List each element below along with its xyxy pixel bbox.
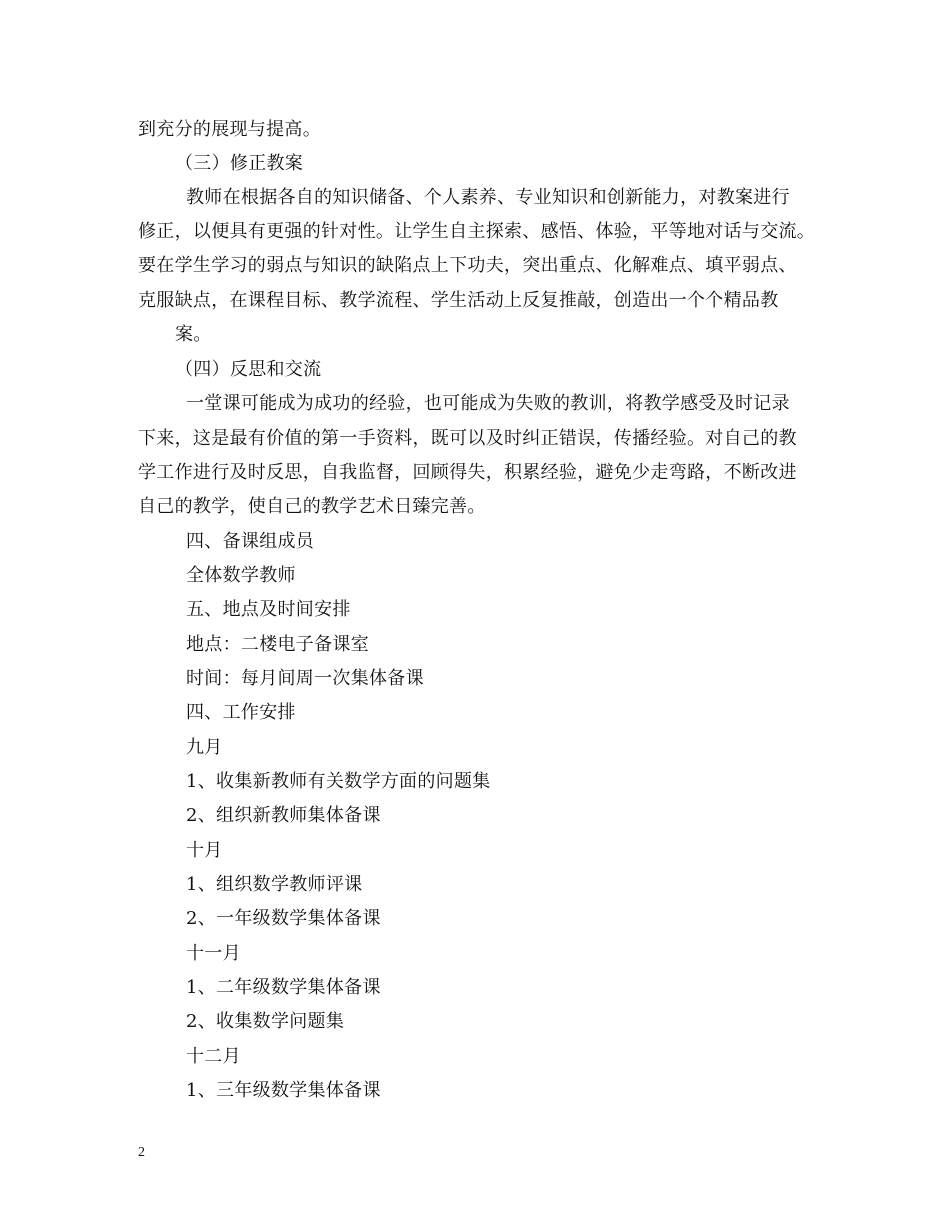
month-heading: 十月 xyxy=(186,840,223,861)
paragraph-line: 学工作进行及时反思，自我监督，回顾得失，积累经验，避免少走弯路，不断改进 xyxy=(138,462,797,483)
month-heading: 十二月 xyxy=(186,1046,241,1067)
page-number: 2 xyxy=(138,1145,145,1160)
list-item: 1、二年级数学集体备课 xyxy=(186,977,381,998)
paragraph-line: 一堂课可能成为成功的经验，也可能成为失败的教训，将教学感受及时记录 xyxy=(186,393,790,414)
paragraph-line: 要在学生学习的弱点与知识的缺陷点上下功夫，突出重点、化解难点、填平弱点、 xyxy=(138,255,797,276)
paragraph-line: 下来，这是最有价值的第一手资料，既可以及时纠正错误，传播经验。对自己的教 xyxy=(138,428,797,449)
month-heading: 九月 xyxy=(186,737,223,758)
list-item: 1、收集新教师有关数学方面的问题集 xyxy=(186,771,491,792)
section-heading: 四、备课组成员 xyxy=(186,531,315,552)
list-item: 1、三年级数学集体备课 xyxy=(186,1080,381,1101)
list-item: 全体数学教师 xyxy=(186,565,296,586)
paragraph-line: 案。 xyxy=(175,324,212,345)
list-item: 2、一年级数学集体备课 xyxy=(186,908,381,929)
paragraph-line: 修正，以便具有更强的针对性。让学生自主探索、感悟、体验，平等地对话与交流。 xyxy=(138,221,816,242)
list-item: 2、组织新教师集体备课 xyxy=(186,805,381,826)
paragraph-line: 到充分的展现与提高。 xyxy=(138,119,321,140)
paragraph-line: 教师在根据各自的知识储备、个人素养、专业知识和创新能力，对教案进行 xyxy=(186,187,790,208)
list-item: 时间：每月间周一次集体备课 xyxy=(186,668,424,689)
paragraph-line: 克服缺点，在课程目标、教学流程、学生活动上反复推敲，创造出一个个精品教 xyxy=(138,290,779,311)
section-heading: 五、地点及时间安排 xyxy=(186,599,351,620)
paragraph-line: 自己的教学，使自己的教学艺术日臻完善。 xyxy=(138,496,486,517)
section-heading: （三）修正教案 xyxy=(175,153,304,174)
list-item: 地点：二楼电子备课室 xyxy=(186,634,369,655)
month-heading: 十一月 xyxy=(186,943,241,964)
list-item: 2、收集数学问题集 xyxy=(186,1011,345,1032)
list-item: 1、组织数学教师评课 xyxy=(186,874,363,895)
section-heading: （四）反思和交流 xyxy=(175,359,322,380)
section-heading: 四、工作安排 xyxy=(186,702,296,723)
